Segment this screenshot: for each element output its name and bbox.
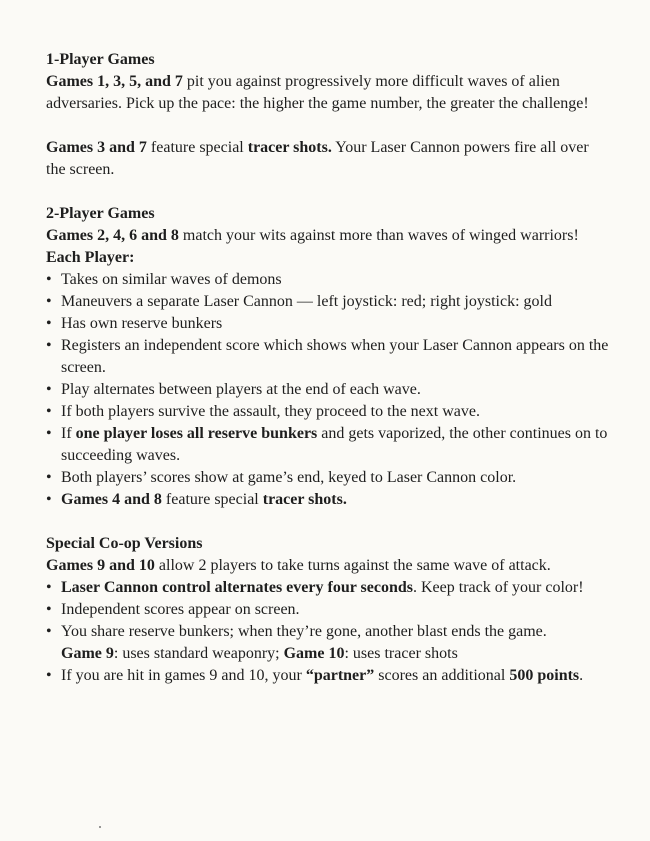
list-item: • Both players’ scores show at game’s end, keyed to Laser Cannon color. (46, 467, 610, 489)
list-item-text: and gets vaporized, the other continues on to succeeding waves. (61, 425, 608, 464)
tracer-text-1: feature special (146, 139, 248, 156)
one-player-intro (46, 71, 610, 115)
list-item-text: You share reserve bunkers; when they’re gone, another blast ends the game. (61, 623, 547, 640)
list-item: • Play alternates between players at the end of each wave. (46, 379, 610, 401)
one-player-heading: 1-Player Games (46, 51, 155, 68)
list-item (46, 489, 610, 511)
list-item-text: scores an additional (374, 667, 510, 684)
tracer-text-2: Your Laser Cannon powers fire all over the screen. (46, 139, 589, 178)
list-item-bold: Game 10 (283, 645, 345, 662)
coop-section (46, 533, 610, 687)
list-item-bold: Games 4 and 8 (61, 491, 162, 508)
one-player-intro-text: pit you against progressively more difficult waves of alien adversaries. Pick up the pace: the higher the game number, the greater the challenge! (46, 73, 589, 112)
list-item (46, 577, 610, 599)
list-item: • Has own reserve bunkers (46, 313, 610, 335)
list-item-text: . Keep track of your color! (412, 579, 584, 596)
one-player-section (46, 49, 610, 181)
list-item-bold: Game 9 (61, 645, 114, 662)
list-item: • Maneuvers a separate Laser Cannon — left joystick: red; right joystick: gold (46, 291, 610, 313)
two-player-games-bold: Games 2, 4, 6 and 8 (46, 227, 179, 244)
list-item (46, 423, 610, 467)
list-item-text: If (61, 425, 76, 442)
list-item: • Independent scores appear on screen. (46, 599, 610, 621)
two-player-heading: 2-Player Games (46, 205, 155, 222)
each-player-heading: Each Player: (46, 249, 135, 266)
two-player-section (46, 203, 610, 511)
coop-intro-text: allow 2 players to take turns against the same wave of attack. (154, 557, 551, 574)
two-player-intro (46, 225, 610, 247)
coop-intro (46, 555, 610, 577)
tracer-shots-bold: tracer shots. (247, 139, 332, 156)
list-item (46, 665, 610, 687)
games-list-bold: Games 1, 3, 5, and 7 (46, 73, 183, 90)
each-player-list (46, 269, 610, 511)
list-item (46, 621, 610, 665)
list-item-text: feature special (161, 491, 263, 508)
coop-list (46, 577, 610, 687)
two-player-intro-text: match your wits against more than waves of winged warriors! (178, 227, 579, 244)
list-item: • If both players survive the assault, they proceed to the next wave. (46, 401, 610, 423)
list-item-text: . (579, 667, 584, 684)
coop-heading: Special Co-op Versions (46, 535, 203, 552)
list-item-text: If you are hit in games 9 and 10, your (61, 667, 306, 684)
list-item: • Registers an independent score which shows when your Laser Cannon appears on the screen. (46, 335, 610, 379)
tracer-shots-paragraph (46, 137, 610, 181)
list-item-bold: one player loses all reserve bunkers (75, 425, 318, 442)
list-item-bold: tracer shots. (262, 491, 347, 508)
list-item: • Takes on similar waves of demons (46, 269, 610, 291)
tracer-games-bold: Games 3 and 7 (46, 139, 147, 156)
list-item-bold: “partner” (305, 667, 375, 684)
list-item-text: : uses standard weaponry; (113, 645, 284, 662)
list-item-bold: 500 points (509, 667, 580, 684)
paper-speck (99, 826, 101, 828)
coop-games-bold: Games 9 and 10 (46, 557, 155, 574)
list-item-bold: Laser Cannon control alternates every four seconds (61, 579, 413, 596)
list-item-text: : uses tracer shots (344, 645, 458, 662)
